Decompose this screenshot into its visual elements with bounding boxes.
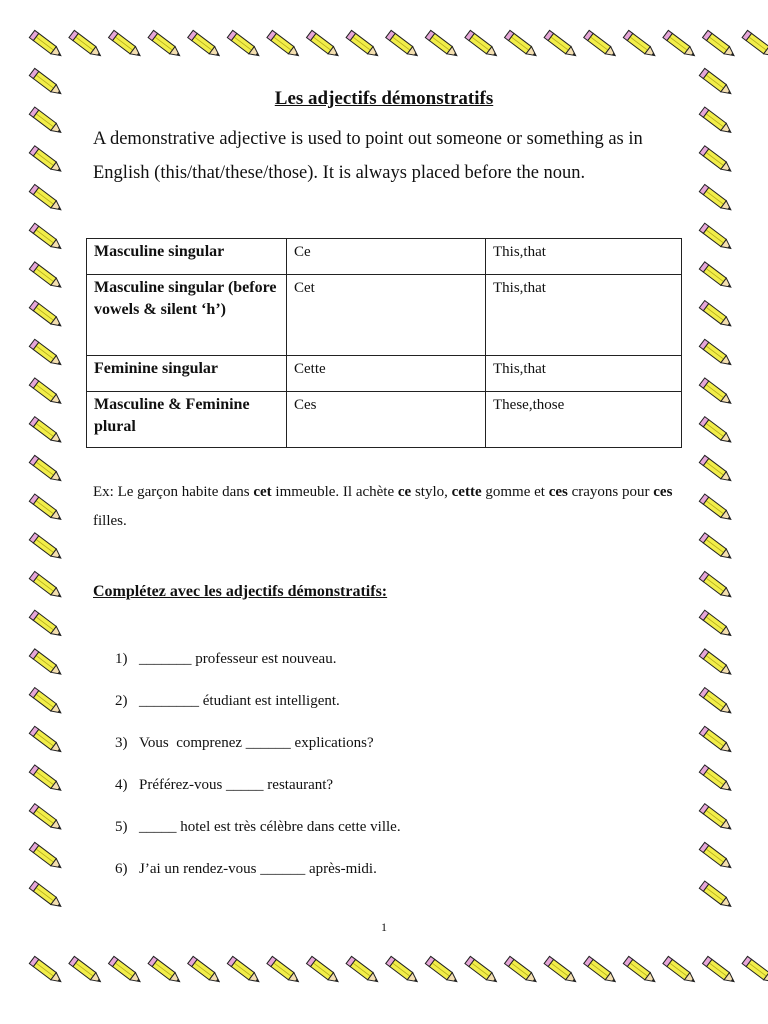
pencil-icon bbox=[699, 610, 734, 639]
pencil-icon bbox=[742, 956, 768, 985]
pencil-icon bbox=[544, 30, 579, 59]
pencil-icon bbox=[699, 726, 734, 755]
example-text: gomme et bbox=[481, 484, 549, 500]
pencil-icon bbox=[465, 956, 500, 985]
pencil-icon bbox=[699, 107, 734, 136]
row-label: Feminine singular bbox=[87, 356, 287, 392]
pencil-icon bbox=[663, 30, 698, 59]
english-meaning: This,that bbox=[486, 356, 682, 392]
example-text: Ex: Le garçon habite dans bbox=[93, 484, 254, 500]
pencil-icon bbox=[29, 378, 64, 407]
exercise-text: J’ai un rendez-vous ______ après-midi. bbox=[139, 861, 377, 877]
pencil-icon bbox=[699, 881, 734, 910]
exercise-heading: Complétez avec les adjectifs démonstratifs: bbox=[93, 583, 388, 600]
exercise-text: _______ professeur est nouveau. bbox=[139, 651, 337, 667]
pencil-icon bbox=[699, 223, 734, 252]
pencil-icon bbox=[699, 339, 734, 368]
pencil-icon bbox=[29, 30, 64, 59]
exercise-number: 4) bbox=[115, 777, 128, 793]
pencil-icon bbox=[29, 881, 64, 910]
pencil-icon bbox=[29, 455, 64, 484]
exercise-number: 3) bbox=[115, 735, 128, 751]
exercise-number: 1) bbox=[115, 651, 128, 667]
pencil-icon bbox=[188, 956, 223, 985]
pencil-icon bbox=[29, 262, 64, 291]
french-form: Ce bbox=[287, 239, 486, 275]
pencil-icon bbox=[623, 30, 658, 59]
pencil-icon bbox=[29, 184, 64, 213]
exercise-item bbox=[115, 819, 675, 861]
example-text: immeuble. Il achète bbox=[271, 484, 398, 500]
pencil-icon bbox=[29, 301, 64, 330]
example-sentence bbox=[93, 478, 683, 536]
example-bold: cet bbox=[253, 484, 272, 500]
pencil-icon bbox=[742, 30, 768, 59]
pencil-icon bbox=[346, 30, 381, 59]
pencil-icon bbox=[386, 956, 421, 985]
pencil-icon bbox=[29, 107, 64, 136]
exercise-item bbox=[115, 693, 675, 735]
pencil-icon bbox=[505, 956, 540, 985]
example-bold: cette bbox=[451, 484, 482, 500]
french-form: Cette bbox=[287, 356, 486, 392]
page-title: Les adjectifs démonstratifs bbox=[274, 88, 494, 109]
pencil-icon bbox=[29, 610, 64, 639]
example-text: stylo, bbox=[411, 484, 452, 500]
pencil-icon bbox=[29, 956, 64, 985]
pencil-icon bbox=[227, 30, 262, 59]
exercise-item bbox=[115, 651, 675, 693]
french-form: Ces bbox=[287, 392, 486, 448]
pencil-icon bbox=[699, 765, 734, 794]
example-bold: ces bbox=[548, 484, 568, 500]
pencil-icon bbox=[267, 956, 302, 985]
pencil-icon bbox=[29, 765, 64, 794]
exercise-text: _____ hotel est très célèbre dans cette ville. bbox=[139, 819, 401, 835]
english-meaning: This,that bbox=[486, 275, 682, 356]
page-number: 1 bbox=[381, 920, 387, 934]
pencil-icon bbox=[505, 30, 540, 59]
pencil-icon bbox=[188, 30, 223, 59]
row-label: Masculine singular bbox=[87, 239, 287, 275]
pencil-icon bbox=[663, 956, 698, 985]
pencil-icon bbox=[109, 30, 144, 59]
pencil-icon bbox=[699, 688, 734, 717]
pencil-icon bbox=[699, 184, 734, 213]
demonstrative-table bbox=[86, 238, 682, 448]
pencil-icon bbox=[465, 30, 500, 59]
exercise-item bbox=[115, 861, 675, 903]
pencil-icon bbox=[109, 956, 144, 985]
pencil-icon bbox=[307, 30, 342, 59]
table-row bbox=[87, 392, 682, 448]
english-meaning: This,that bbox=[486, 239, 682, 275]
pencil-icon bbox=[544, 956, 579, 985]
pencil-icon bbox=[425, 30, 460, 59]
pencil-icon bbox=[699, 301, 734, 330]
example-text: filles. bbox=[93, 513, 127, 529]
pencil-icon bbox=[346, 956, 381, 985]
exercise-text: Vous comprenez ______ explications? bbox=[139, 735, 374, 751]
pencil-icon bbox=[227, 956, 262, 985]
pencil-icon bbox=[386, 30, 421, 59]
table-row bbox=[87, 356, 682, 392]
pencil-icon bbox=[29, 842, 64, 871]
pencil-icon bbox=[29, 533, 64, 562]
pencil-icon bbox=[584, 956, 619, 985]
pencil-icon bbox=[29, 146, 64, 175]
example-bold: ce bbox=[397, 484, 412, 500]
pencil-icon bbox=[148, 956, 183, 985]
pencil-icon bbox=[29, 417, 64, 446]
pencil-icon bbox=[699, 533, 734, 562]
pencil-icon bbox=[699, 842, 734, 871]
pencil-icon bbox=[29, 649, 64, 678]
pencil-icon bbox=[703, 956, 738, 985]
pencil-icon bbox=[29, 804, 64, 833]
pencil-icon bbox=[148, 30, 183, 59]
pencil-icon bbox=[307, 956, 342, 985]
row-label: Masculine & Feminine plural bbox=[87, 392, 287, 448]
pencil-icon bbox=[29, 223, 64, 252]
pencil-icon bbox=[69, 956, 104, 985]
pencil-icon bbox=[584, 30, 619, 59]
pencil-icon bbox=[703, 30, 738, 59]
pencil-icon bbox=[267, 30, 302, 59]
pencil-icon bbox=[29, 571, 64, 600]
pencil-icon bbox=[69, 30, 104, 59]
exercise-list bbox=[115, 651, 675, 903]
pencil-icon bbox=[699, 494, 734, 523]
pencil-icon bbox=[699, 146, 734, 175]
intro-paragraph: A demonstrative adjective is used to point out someone or something as in English (this/that/these/those). It is always placed before the noun. bbox=[93, 129, 643, 183]
pencil-icon bbox=[29, 688, 64, 717]
pencil-icon bbox=[699, 262, 734, 291]
example-text: crayons pour bbox=[567, 484, 654, 500]
pencil-icon bbox=[425, 956, 460, 985]
pencil-icon bbox=[29, 339, 64, 368]
english-meaning: These,those bbox=[486, 392, 682, 448]
exercise-number: 2) bbox=[115, 693, 128, 709]
exercise-number: 5) bbox=[115, 819, 128, 835]
pencil-icon bbox=[699, 378, 734, 407]
exercise-number: 6) bbox=[115, 861, 128, 877]
exercise-text: Préférez-vous _____ restaurant? bbox=[139, 777, 334, 793]
table-row bbox=[87, 275, 682, 356]
exercise-item bbox=[115, 777, 675, 819]
pencil-icon bbox=[699, 417, 734, 446]
french-form: Cet bbox=[287, 275, 486, 356]
example-bold: ces bbox=[653, 484, 673, 500]
exercise-item bbox=[115, 735, 675, 777]
row-label: Masculine singular (before vowels & silent ‘h’) bbox=[87, 275, 287, 356]
table-row bbox=[87, 239, 682, 275]
pencil-icon bbox=[699, 571, 734, 600]
pencil-icon bbox=[699, 649, 734, 678]
pencil-icon bbox=[699, 455, 734, 484]
pencil-icon bbox=[699, 804, 734, 833]
exercise-text: ________ étudiant est intelligent. bbox=[139, 693, 340, 709]
pencil-icon bbox=[623, 956, 658, 985]
pencil-icon bbox=[29, 494, 64, 523]
pencil-icon bbox=[29, 726, 64, 755]
